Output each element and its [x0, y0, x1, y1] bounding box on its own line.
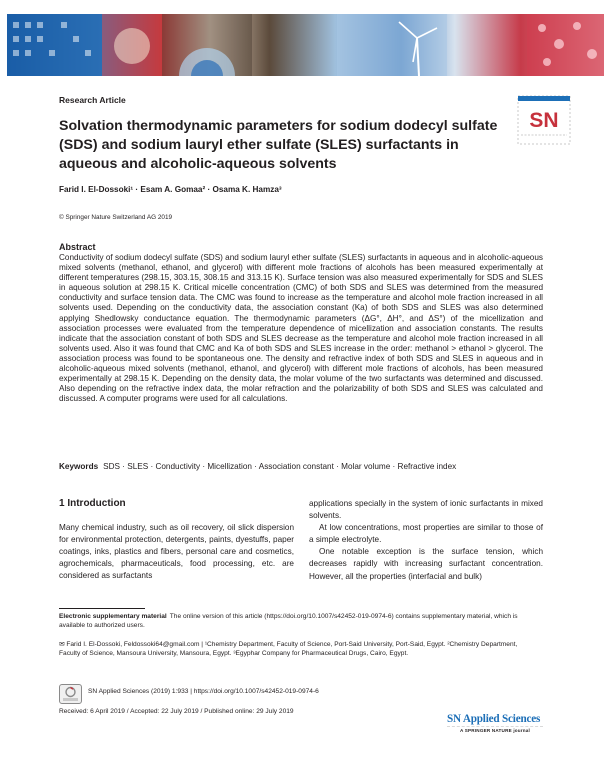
check-for-updates-icon[interactable] [59, 684, 82, 704]
intro-paragraph: applications specially in the system of ionic surfactants in mixed solvents. [309, 499, 543, 521]
copyright-line: © Springer Nature Switzerland AG 2019 [59, 214, 173, 221]
keywords-line [59, 462, 543, 471]
header-banner-image [7, 14, 604, 76]
intro-paragraph: One notable exception is the surface tension, which decreases rapidly with increasing surfactant concentration. However, all the properties (interfacial and bulk) [309, 547, 543, 581]
supplementary-label: Electronic supplementary material [59, 613, 167, 620]
article-title: Solvation thermodynamic parameters for sodium dodecyl sulfate (SDS) and sodium lauryl ether sulfate (SLES) surfactants in aqueous and alcoholic-aqueous solvents [59, 118, 498, 172]
section-heading-introduction: 1 Introduction [59, 498, 126, 509]
journal-logo-text: SN Applied Sciences [447, 713, 541, 725]
affiliations-text: Farid I. El-Dossoki, Feldossoki64@gmail.com | ¹Chemistry Department, Faculty of Science, Port-Said University, Port-Said, Egypt. ²Chemistry Department, Faculty of Science, Mansoura University, Mansoura, Egypt. ³Egyphar Company for Pharmaceutical Drugs, Cairo, Egypt. [59, 641, 518, 658]
publication-dates: Received: 6 April 2019 / Accepted: 22 July 2019 / Published online: 29 July 2019 [59, 708, 294, 715]
journal-logo-subtext: A SPRINGER NATURE journal [447, 726, 543, 733]
author-list: Farid I. El-Dossoki¹ · Esam A. Gomaa² · Osama K. Hamza³ [59, 185, 282, 194]
citation-line[interactable]: SN Applied Sciences (2019) 1:933 | https://doi.org/10.1007/s42452-019-0974-6 [88, 688, 319, 695]
sn-journal-logo [517, 95, 571, 145]
intro-paragraph: At low concentrations, most properties are similar to those of a simple electrolyte. [309, 523, 543, 545]
mail-icon: ✉ [59, 641, 67, 648]
supplementary-text[interactable]: The online version of this article (https://doi.org/10.1007/s42452-019-0974-6) contains supplementary material, which is available to authorized users. [59, 613, 518, 629]
intro-column-right [309, 498, 543, 583]
footnote-divider [59, 608, 145, 609]
abstract-heading: Abstract [59, 242, 96, 252]
sn-logo-text: SN [529, 109, 559, 132]
affiliations [59, 640, 539, 658]
keywords-list: SDS · SLES · Conductivity · Micellization · Association constant · Molar volume · Refractive index [103, 462, 457, 471]
abstract-text: Conductivity of sodium dodecyl sulfate (SDS) and sodium lauryl ether sulfate (SLES) surfactants in aqueous and in alcoholic-aqueous mixed solvents (methanol, ethanol, and glycerol) with different mole fractions of alcohols has been measured experimentally at different temperatures (298.15, 303.15, 308.15 and 313.15 K). Surface tension was also measured experimentally for SDS and SLES in aqueous solution at 298.15 K. Critical micelle concentration (CMC) of both SDS and SLES was determined from the measured conductivity and surface tension data. The CMC was found to increase as the temperature and alcohol mole fraction increased in all solvents used. Depending on the conductivity data, the association constant (Ka) of both SDS and SLES was also determined applying Shedlowsky conductance equation. The thermodynamic parameters (ΔG°, ΔH°, and ΔS°) of the micellization and association processes were evaluated from the temperature dependence of micellization and association constants. The results indicate that the association constant of both SDS and SLES decrease as the temperature and alcohol mole fraction increased in all solvents used. Also it was found that CMC and Ka of both SDS and SLES increase in the order: methanol > ethanol > glycerol. The association process was found to be spontaneous one. The density and refractive index of both SDS and SLES in aqueous and in alcoholic-aqueous mixed solvents (methanol, ethanol, and glycerol) with different mole fractions of alcohols, has been measured experimentally at 298.15 K. Depending on the density data, the molar volume of the two surfactants was determined and discussed. Also depending on the refractive index data, the molar refraction and the polarizability of both SDS and SLES was calculated and discussed. A computer programs were used for all calculations. [59, 253, 543, 404]
supplementary-note [59, 612, 543, 630]
sn-logo-icon [517, 95, 571, 145]
article-type: Research Article [59, 95, 126, 105]
banner-collage [7, 14, 604, 76]
keywords-label: Keywords [59, 462, 99, 471]
sn-applied-sciences-logo [447, 713, 543, 739]
intro-column-left: Many chemical industry, such as oil recovery, oil slick dispersion for environmental protection, detergents, paints, dyestuffs, paper coatings, inks, plastics and fibers, personal care and cosmetics, agrochemicals, pharmaceuticals, food processing, etc. are considered as surfactants [59, 523, 294, 581]
